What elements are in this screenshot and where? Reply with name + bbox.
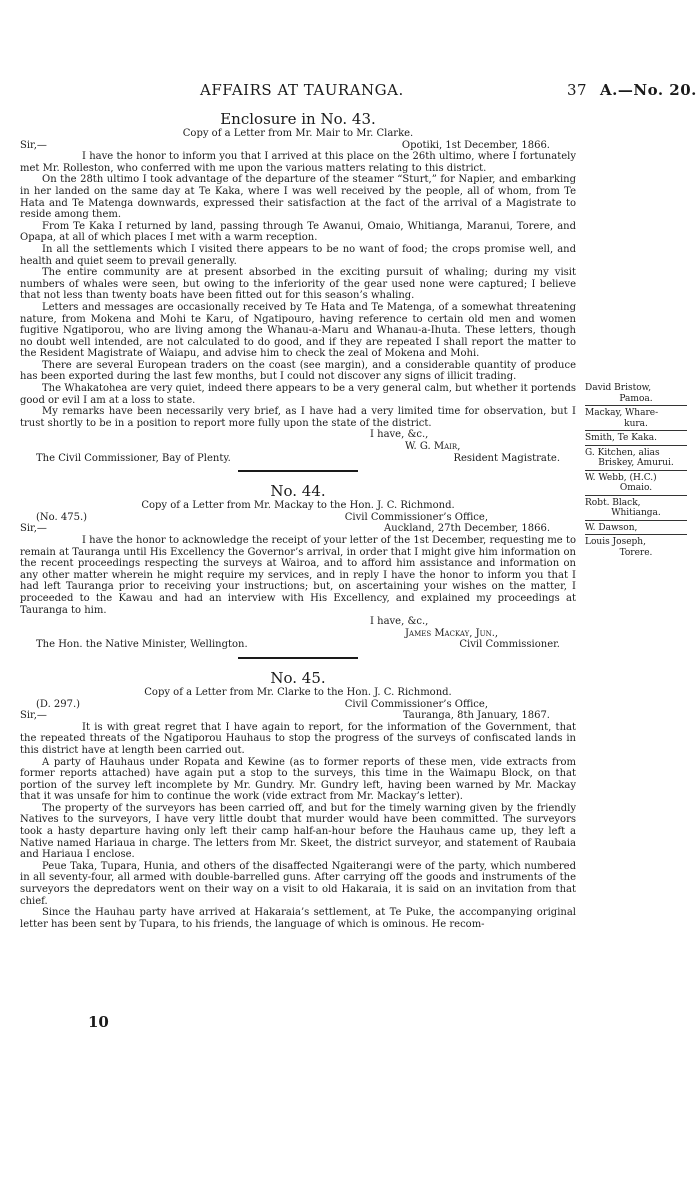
margin-note	[585, 407, 687, 431]
section-heading: No. 44.	[270, 482, 326, 501]
section-heading: No. 45.	[270, 668, 326, 687]
margin-note-place: kura.	[624, 418, 648, 429]
section-heading: Enclosure in No. 43.	[220, 110, 376, 128]
addressee: The Hon. the Native Minister, Wellington.	[36, 639, 248, 651]
margin-note-place: Omaio.	[619, 483, 653, 493]
letter-subheading: Copy of a Letter from Mr. Clarke to the Hon. J. C. Richmond.	[144, 686, 452, 698]
paragraph: On the 28th ultimo I took advantage of the departure of the steamer “Sturt,” for Napier, and embarking in her landed on the same day at Te Kaka, where I was well received by the people, all of whom, from Te Hata and Te Matenga downwards, expressed their satisfaction at the fact of the arrival of a Magistrate to reside among them.	[20, 174, 576, 221]
paragraph: I have the honor to inform you that I arrived at this place on the 26th ultimo, where I fortunately met Mr. Rolleston, who conferred with me upon the various matters relating to this district.	[20, 151, 576, 174]
margin-note	[585, 497, 687, 521]
letter-subheading: Copy of a Letter from Mr. Mackay to the Hon. J. C. Richmond.	[141, 500, 455, 512]
margin-note	[585, 432, 687, 446]
signature: James Mackay, Jun.,	[405, 627, 499, 639]
salutation: Sir,—	[20, 523, 47, 535]
salutation-row	[20, 710, 576, 722]
letter-subheading: Copy of a Letter from Mr. Mair to Mr. Clarke.	[182, 128, 414, 139]
margin-note	[585, 472, 687, 496]
paragraph: It is with great regret that I have again to report, for the information of the Government, that the repeated threats of the Ngatiporou Hauhaus to stop the progress of the surveys of confiscated lands in this district have at length been carried out.	[20, 721, 576, 756]
paragraph: Since the Hauhau party have arrived at Hakaraia’s settlement, at Te Puke, the accompanying original letter has been sent by Tupara, to his friends, the language of which is ominous. He recom-	[20, 907, 576, 930]
salutation-row	[20, 140, 576, 152]
section-divider	[238, 657, 358, 659]
margin-notes	[585, 382, 687, 560]
paragraph: My remarks have been necessarily very brief, as I have had a very limited time for observation, but I trust shortly to be in a position to report more fully upon the state of the district.	[20, 406, 576, 429]
margin-note-name: W. Dawson,	[585, 522, 638, 533]
paragraph: A party of Hauhaus under Ropata and Kewine (as to former reports of these men, vide extracts from former reports attached) have again put a stop to the surveys, this time in the Waimapu Block, on that portion of the survey left incomplete by Mr. Gundry. Mr. Gundry left, having been warned by Mr. Mackay that it was unsafe for him to continue the work (vide extract from Mr. Mackay’s letter).	[20, 756, 576, 803]
margin-note-name: Robt. Black,	[585, 497, 641, 508]
section-divider	[238, 470, 358, 472]
margin-note-name: Mackay, Whare-	[585, 408, 659, 418]
place-date: Auckland, 27th December, 1866.	[384, 523, 550, 535]
margin-note	[585, 536, 687, 559]
salutation-row	[20, 523, 576, 535]
paragraph: I have the honor to acknowledge the receipt of your letter of the 1st December, requesting me to remain at Tauranga until His Excellency the Governor’s arrival, in order that I might give him information on the recent proceedings respecting the surveys at Wairoa, and to afford him assistance and information on any other matter wherein he might require my services, and in reply I have the honor to inform you that I had left Tauranga prior to receiving your instructions; but, on ascertaining your wishes on the matter, I proceeded to the Kawau and had an interview with His Excellency, and explained my proceedings at Tauranga to him.	[20, 535, 576, 616]
reference-number: (D. 297.)	[36, 698, 81, 710]
paragraph: The entire community are at present absorbed in the exciting pursuit of whaling; during my visit numbers of whales were seen, but owing to the inferiority of the gear used none were captured; I believe that not less than twenty boats have been fitted out for this season’s whaling.	[20, 267, 576, 302]
paragraph: Letters and messages are occasionally received by Te Hata and Te Matenga, of a somewhat threatening nature, from Mokena and Mohi te Karu, of Ngatipouro, having reference to certain old men and women fugitive Ngatiporou, who are living among the Whanau-a-Maru and Whanau-a-Ihuta. These letters, though no doubt well intended, are not calculated to do good, and if they are repeated I shall report the matter to the Resident Magistrate of Waiapu, and advise him to check the zeal of Mokena and Mohi.	[20, 301, 576, 360]
margin-note-place: Pamoa.	[619, 393, 653, 404]
paper-code: A.—No. 20.	[600, 81, 697, 99]
paragraph: In all the settlements which I visited there appears to be no want of food; the crops promise well, and health and quiet seem to prevail generally.	[20, 243, 576, 267]
addressee-row	[20, 453, 576, 465]
paragraph: From Te Kaka I returned by land, passing through Te Awanui, Omaio, Whitianga, Maranui, Torere, and Opapa, at all of which places I met with a warm reception.	[20, 220, 576, 244]
salutation: Sir,—	[20, 139, 47, 151]
addressee-row	[20, 639, 576, 651]
place-date: Opotiki, 1st December, 1866.	[401, 139, 550, 151]
signer-title: Civil Commissioner.	[459, 639, 560, 651]
page-number: 37	[567, 81, 588, 99]
margin-note-name: David Bristow,	[585, 383, 652, 393]
signature: W. G. Mair,	[405, 441, 461, 453]
margin-note	[585, 447, 687, 471]
addressee: The Civil Commissioner, Bay of Plenty.	[36, 452, 231, 464]
margin-note-name: G. Kitchen, alias	[585, 447, 660, 458]
place-date: Tauranga, 8th January, 1867.	[402, 710, 550, 722]
closing: I have, &c.,	[370, 429, 429, 441]
paragraph: Peue Taka, Tupara, Hunia, and others of the disaffected Ngaiterangi were of the party, which numbered in all seventy-four, all armed with double-barrelled guns. After carrying off the goods and instruments of the surveyors the depredators went on their way on a visit to old Hakaraia, it is said on an invitation from that chief.	[20, 860, 576, 907]
closing: I have, &c.,	[370, 616, 429, 628]
signer-title: Resident Magistrate.	[453, 452, 560, 464]
margin-note	[585, 522, 687, 536]
office: Civil Commissioner’s Office,	[344, 698, 488, 710]
margin-note-name: Smith, Te Kaka.	[585, 433, 657, 443]
office: Civil Commissioner’s Office,	[344, 511, 488, 523]
paragraph: The property of the surveyors has been carried off, and but for the timely warning given by the friendly Natives to the surveyors, I have very little doubt that murder would have been committed. The surveyors took a hasty departure having only left their camp half-an-hour before the Hauhaus came up, they left a Native named Hariaua in charge. The letters from Mr. Skeet, the district surveyor, and statement of Raubaia and Hariaua I enclose.	[20, 802, 576, 861]
ref-row	[20, 512, 576, 524]
margin-note-name: Louis Joseph,	[585, 537, 646, 547]
reference-number: (No. 475.)	[36, 511, 88, 523]
enclosure-43-section	[20, 110, 576, 930]
margin-note-name: W. Webb, (H.C.)	[585, 472, 657, 483]
signature-mark: 10	[88, 1013, 109, 1031]
margin-note	[585, 382, 687, 406]
running-title: AFFAIRS AT TAURANGA.	[200, 81, 404, 99]
margin-note-place: Briskey, Amurui.	[598, 458, 674, 468]
paragraph: There are several European traders on the coast (see margin), and a considerable quantity of produce has been exported during the last few months, but I could not discover any signs of illicit trading.	[20, 359, 576, 383]
margin-note-place: Torere.	[619, 547, 653, 558]
paragraph: The Whakatohea are very quiet, indeed there appears to be a very general calm, but whether it portends good or evil I am at a loss to state.	[20, 383, 576, 406]
margin-note-place: Whitianga.	[611, 508, 661, 518]
salutation: Sir,—	[20, 710, 47, 722]
ref-row	[20, 699, 576, 711]
